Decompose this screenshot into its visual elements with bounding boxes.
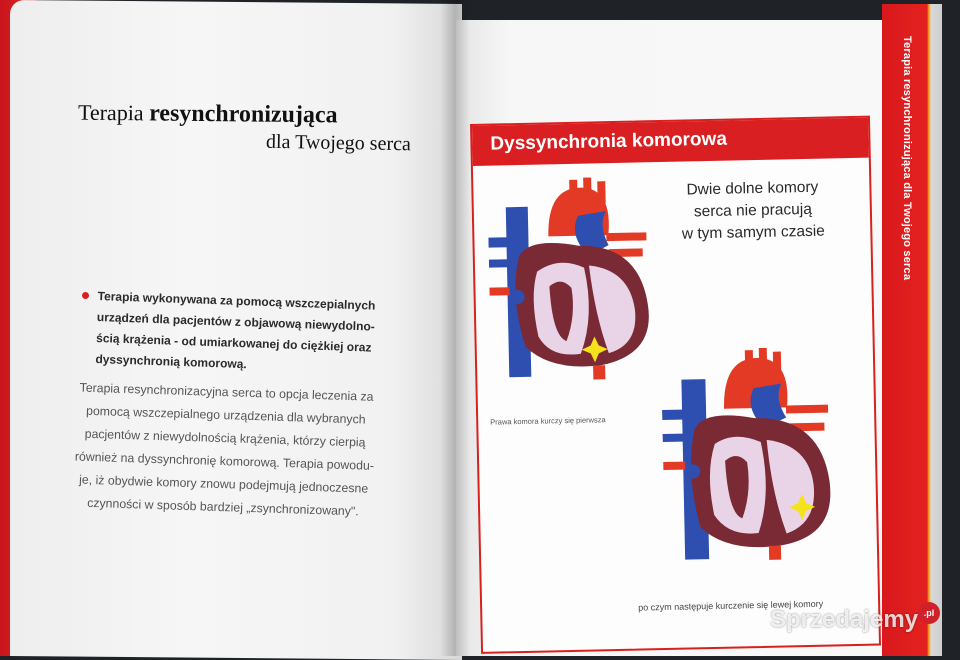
watermark: Sprzedajemy bbox=[770, 606, 919, 633]
page-subtitle: dla Twojego serca bbox=[265, 130, 412, 156]
body-line: czynności w sposób bardziej „zsynchronizowany". bbox=[86, 495, 359, 519]
caption-line: w tym samym czasie bbox=[681, 222, 825, 243]
body-line: pomocą wszczepialnego urządzenia dla wybranych bbox=[85, 403, 366, 427]
book-gutter bbox=[440, 0, 470, 656]
heart-diagram-icon bbox=[487, 174, 662, 398]
title-bold: resynchronizująca bbox=[149, 100, 338, 129]
caption-line: serca nie pracują bbox=[693, 200, 813, 221]
body-line: Terapia resynchronizacyjna serca to opcja leczenia za bbox=[79, 380, 374, 404]
title-normal: Terapia bbox=[77, 99, 150, 126]
bullet-paragraph bbox=[95, 286, 408, 381]
diagram-card bbox=[470, 116, 881, 654]
bullet-line: Terapia wykonywana za pomocą wszczepialnych bbox=[97, 288, 376, 313]
page-title bbox=[78, 100, 338, 130]
card-title: Dyssynchronia komorowa bbox=[490, 128, 728, 155]
bullet-icon bbox=[82, 292, 89, 299]
label-left-ventricle: po czym następuje kurczenie się lewej komory bbox=[638, 598, 824, 613]
heart-diagram-icon bbox=[661, 346, 846, 580]
card-header bbox=[472, 118, 869, 166]
body-line: je, iż obydwie komory znowu podejmują jednoczesne bbox=[78, 472, 369, 496]
body-line: również na dyssynchronię komorową. Terapia powodu- bbox=[74, 449, 375, 473]
bullet-line: ścią krążenia - od umiarkowanej do ciężkiej oraz bbox=[95, 330, 372, 355]
body-line: pacjentów z niewydolnością krążenia, którzy cierpią bbox=[84, 426, 366, 450]
bullet-line: dyssynchronią komorową. bbox=[95, 351, 247, 372]
caption-line: Dwie dolne komory bbox=[686, 178, 819, 199]
watermark-badge: .pl bbox=[918, 602, 940, 624]
label-right-ventricle: Prawa komora kurczy się pierwsza bbox=[490, 415, 606, 427]
body-paragraph bbox=[58, 376, 392, 524]
edge-title: Terapia resynchronizująca dla Twojego serca bbox=[901, 36, 913, 281]
card-caption bbox=[657, 176, 848, 246]
bullet-line: urządzeń dla pacjentów z objawową niewydolno- bbox=[96, 309, 376, 334]
